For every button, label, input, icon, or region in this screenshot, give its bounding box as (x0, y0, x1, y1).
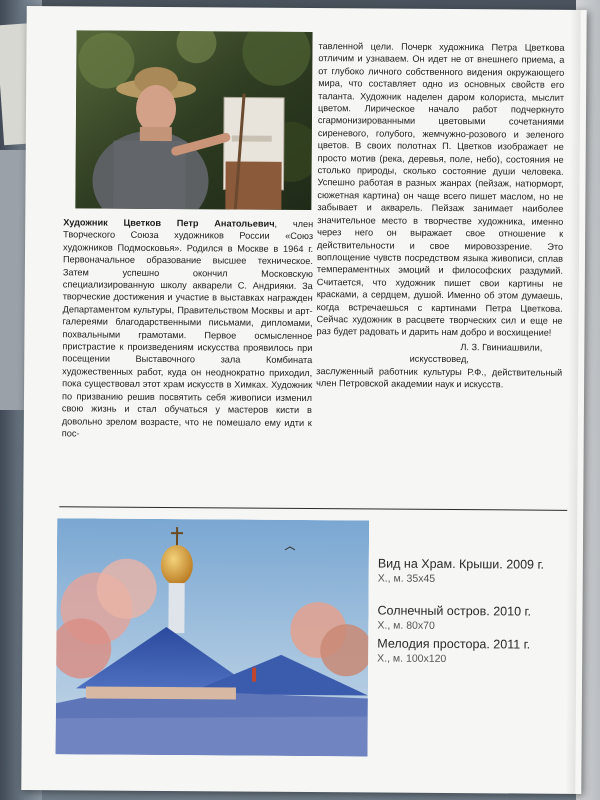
signature-name: Л. З. Гвиниашвили, (460, 341, 543, 353)
signature-block (316, 340, 562, 391)
caption-title: Солнечный остров. 2010 г. (377, 603, 532, 619)
artist-name: Художник Цветков Петр Анатольевич (63, 217, 275, 229)
section-divider (59, 506, 567, 511)
caption-title: Мелодия простора. 2011 г. (377, 636, 531, 652)
caption-meta: Х., м. 35х45 (377, 572, 436, 585)
caption-item (377, 604, 577, 634)
signature-role: искусствовед, (409, 353, 469, 365)
booklet-page (21, 6, 586, 794)
artist-photo-image (75, 30, 312, 210)
signature-title: заслуженный работник культуры Р.Ф., действительный член Петровской академии наук и искусств. (316, 365, 563, 390)
painting-image (56, 518, 370, 756)
caption-title: Вид на Храм. Крыши. 2009 г. (377, 556, 545, 572)
article-column (316, 40, 564, 391)
caption-item (377, 637, 577, 667)
caption-meta: Х., м. 80х70 (377, 619, 435, 632)
caption-meta: Х., м. 100х120 (377, 652, 447, 665)
painting-captions (377, 557, 578, 685)
painting-church-roofs (56, 518, 370, 756)
artist-photo (75, 30, 312, 210)
article-text: тавленной цели. Почерк художника Петра Цветкова отличим и узнаваем. Он идет не от внешнего приема, а от глубоко личного собственного видения окружающего мира, что составляет одно из основных свойств его таланта. Художник наделен даром колориста, мыслит цветом. Лирическое начало работ подчеркнуто сгармонизированными цветовыми сочетаниями сиреневого, голубого, жемчужно-розового и зеленого цветов. В своих полотнах П. Цветков изображает не просто мотив (река, деревья, поле, небо), состояния не столько природы, сколько состояние души человека. Успешно работая в разных жанрах (пейзаж, натюрморт, сюжетная картина) он чаще всего пишет маслом, но не забывает и акварель. Пейзаж занимает наиболее значительное место в творчестве художника, именно через него он выражает свое отношение к действительности и свое мировоззрение. Это воплощение чувств посредством языка живописи, сплав темпераментных эмоций и философских раздумий. Считается, что художник пишет свои картины не красками, а сердцем, душой. Именно об этом думаешь, когда встречаешься с картинами Петра Цветкова. Сейчас художник в расцвете творческих сил и еще не раз будет радовать и дарить нам добро и восхищение! (316, 41, 565, 339)
artist-bio (62, 216, 314, 441)
artist-bio-text: , член Творческого Союза художников России «Союз художников Подмосковья». Родился в Москве в 1964 г. Первоначальное образование высшее техническое. Затем успешно окончил Московскую специализированную школу акварели С. Андрияки. За творческие достижения и участие в выставках награжден Департаментом культуры, Правительством Москвы и арт-галереями благодарственными письмами, дипломами, похвальными грамотами. Первое осмысленное пристрастие к произведениям искусства проявилось при посещении Выставочного зала Комбината художественных работ, куда он неоднократно приходил, пока существовал этот храм искусств в Химках. Художник по призванию решив посвятить себя живописи изменил свою жизнь и стал обучаться у мастеров кисти в довольно зрелом возрасте, что не помешало ему идти к пос- (61, 218, 314, 439)
caption-item (378, 557, 578, 587)
